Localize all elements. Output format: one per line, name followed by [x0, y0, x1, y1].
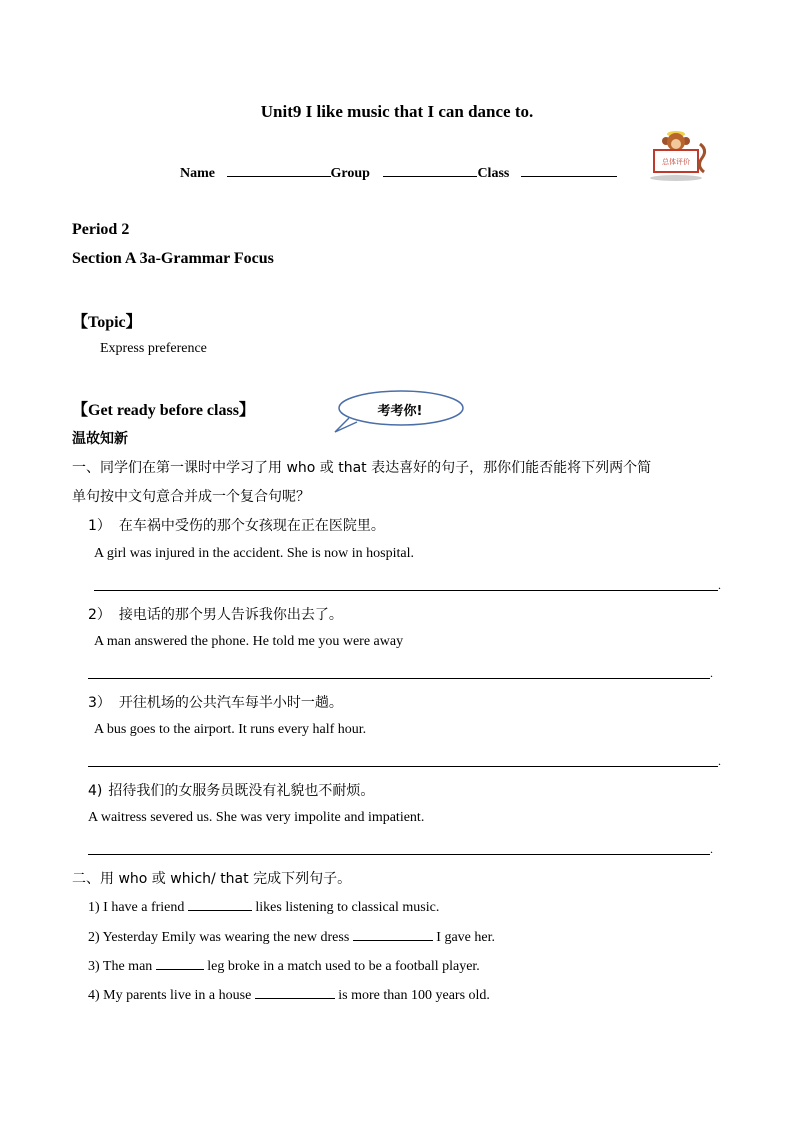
student-info-line — [180, 164, 617, 182]
item-2-en: A man answered the phone. He told me you were away — [94, 634, 404, 649]
review-heading: 温故知新 — [72, 431, 128, 447]
item-4-cn: 4) 招待我们的女服务员既没有礼貌也不耐烦。 — [88, 783, 375, 799]
part2-item-3: 3) The man leg broke in a match used to be a football player. — [88, 959, 480, 974]
item-4-en: A waitress severed us. She was very impolite and impatient. — [88, 810, 425, 825]
item-1-en: A girl was injured in the accident. She is now in hospital. — [94, 546, 415, 561]
part2-blank-1[interactable] — [188, 898, 252, 911]
item-2-answer-line[interactable] — [88, 678, 710, 679]
name-label: Name — [180, 166, 215, 181]
group-field[interactable] — [383, 164, 477, 177]
section-heading: Section A 3a-Grammar Focus — [72, 250, 274, 267]
class-label: Class — [477, 166, 510, 181]
part2-blank-2[interactable] — [353, 928, 433, 941]
part2-instruction: 二、用 who 或 which/ that 完成下列句子。 — [72, 871, 352, 887]
part2-item-1: 1) I have a friend likes listening to classical music. — [88, 900, 440, 915]
page-title: Unit9 I like music that I can dance to. — [260, 102, 534, 121]
bubble-text: 考考你! — [377, 404, 423, 419]
svg-text:总体评价: 总体评价 — [662, 158, 690, 166]
topic-heading: 【Topic】 — [72, 314, 142, 331]
item-1-answer-line[interactable] — [94, 590, 718, 591]
period-heading: Period 2 — [72, 221, 130, 238]
item-3-cn: 3） 开往机场的公共汽车每半小时一趟。 — [88, 695, 343, 711]
name-field[interactable] — [227, 164, 331, 177]
topic-text: Express preference — [100, 341, 207, 356]
group-label: Group — [330, 166, 370, 181]
item-1-cn: 1） 在车祸中受伤的那个女孩现在正在医院里。 — [88, 518, 385, 534]
monkey-evaluation-icon — [646, 126, 712, 182]
item-4-answer-line[interactable] — [88, 854, 710, 855]
part1-instruction-line2: 单句按中文句意合并成一个复合句呢？ — [72, 489, 310, 505]
item-3-answer-line[interactable] — [88, 766, 718, 767]
get-ready-heading: 【Get ready before class】 — [72, 402, 255, 419]
item-2-cn: 2） 接电话的那个男人告诉我你出去了。 — [88, 607, 343, 623]
part2-item-2: 2) Yesterday Emily was wearing the new dress I gave her. — [88, 930, 495, 945]
class-field[interactable] — [521, 164, 617, 177]
part2-item-4: 4) My parents live in a house is more than 100 years old. — [88, 988, 490, 1003]
item-3-en: A bus goes to the airport. It runs every half hour. — [94, 722, 367, 737]
part2-blank-4[interactable] — [255, 986, 335, 999]
part2-blank-3[interactable] — [156, 957, 204, 970]
part1-instruction-line1: 一、同学们在第一课时中学习了用 who 或 that 表达喜好的句子，那你们能否能将下列两个简 — [72, 460, 652, 476]
